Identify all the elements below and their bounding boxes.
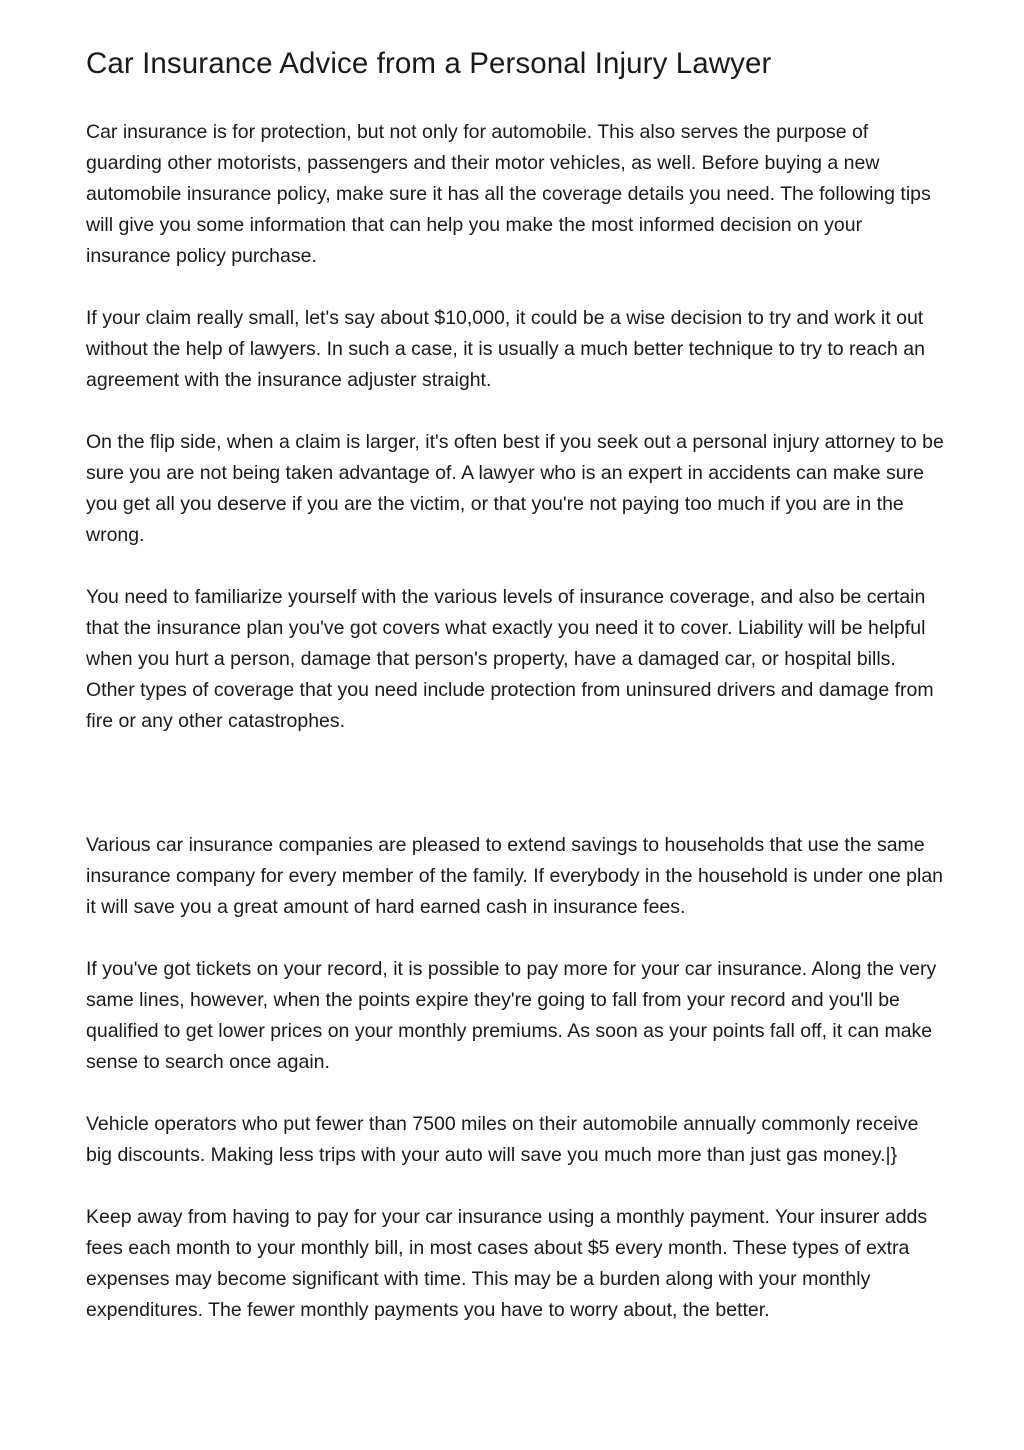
document-title: Car Insurance Advice from a Personal Injury Lawyer xyxy=(86,47,772,80)
paragraph-2: If your claim really small, let's say about $10,000, it could be a wise decision to try and work it out without the help of lawyers. In such a case, it is usually a much better technique to try to reach an agreement with the insurance adjuster straight. xyxy=(86,307,925,391)
paragraph-4: You need to familiarize yourself with the various levels of insurance coverage, and also be certain that the insurance plan you've got covers what exactly you need it to cover. Liability will be helpful when you hurt a person, damage that person's property, have a damaged car, or hospital bills. Other types of coverage that you need include protection from uninsured drivers and damage from fire or any other catastrophes. xyxy=(86,586,934,732)
paragraph-1: Car insurance is for protection, but not only for automobile. This also serves the purpose of guarding other motorists, passengers and their motor vehicles, as well. Before buying a new automobile insurance policy, make sure it has all the coverage details you need. The following tips will give you some information that can help you make the most informed decision on your insurance policy purchase. xyxy=(86,121,931,267)
paragraph-3: On the flip side, when a claim is larger, it's often best if you seek out a personal injury attorney to be sure you are not being taken advantage of. A lawyer who is an expert in accidents can make sure you get all you deserve if you are the victim, or that you're not paying too much if you are in the wrong. xyxy=(86,431,944,546)
paragraph-5: Various car insurance companies are pleased to extend savings to households that use the same insurance company for every member of the family. If everybody in the household is under one plan it will save you a great amount of hard earned cash in insurance fees. xyxy=(86,834,944,918)
section-spacer xyxy=(86,768,946,830)
paragraph-7: Vehicle operators who put fewer than 7500 miles on their automobile annually commonly receive big discounts. Making less trips with your auto will save you much more than just gas money.|} xyxy=(86,1113,919,1166)
paragraph-6: If you've got tickets on your record, it is possible to pay more for your car insurance. Along the very same lines, however, when the points expire they're going to fall from your record and you'll be qualified to get lower prices on your monthly premiums. As soon as your points fall off, it can make sense to search once again. xyxy=(86,958,937,1073)
paragraph-8: Keep away from having to pay for your car insurance using a monthly payment. Your insurer adds fees each month to your monthly bill, in most cases about $5 every month. These types of extra expenses may become significant with time. This may be a burden along with your monthly expenditures. The fewer monthly payments you have to worry about, the better. xyxy=(86,1206,928,1321)
document-page xyxy=(86,44,946,1357)
